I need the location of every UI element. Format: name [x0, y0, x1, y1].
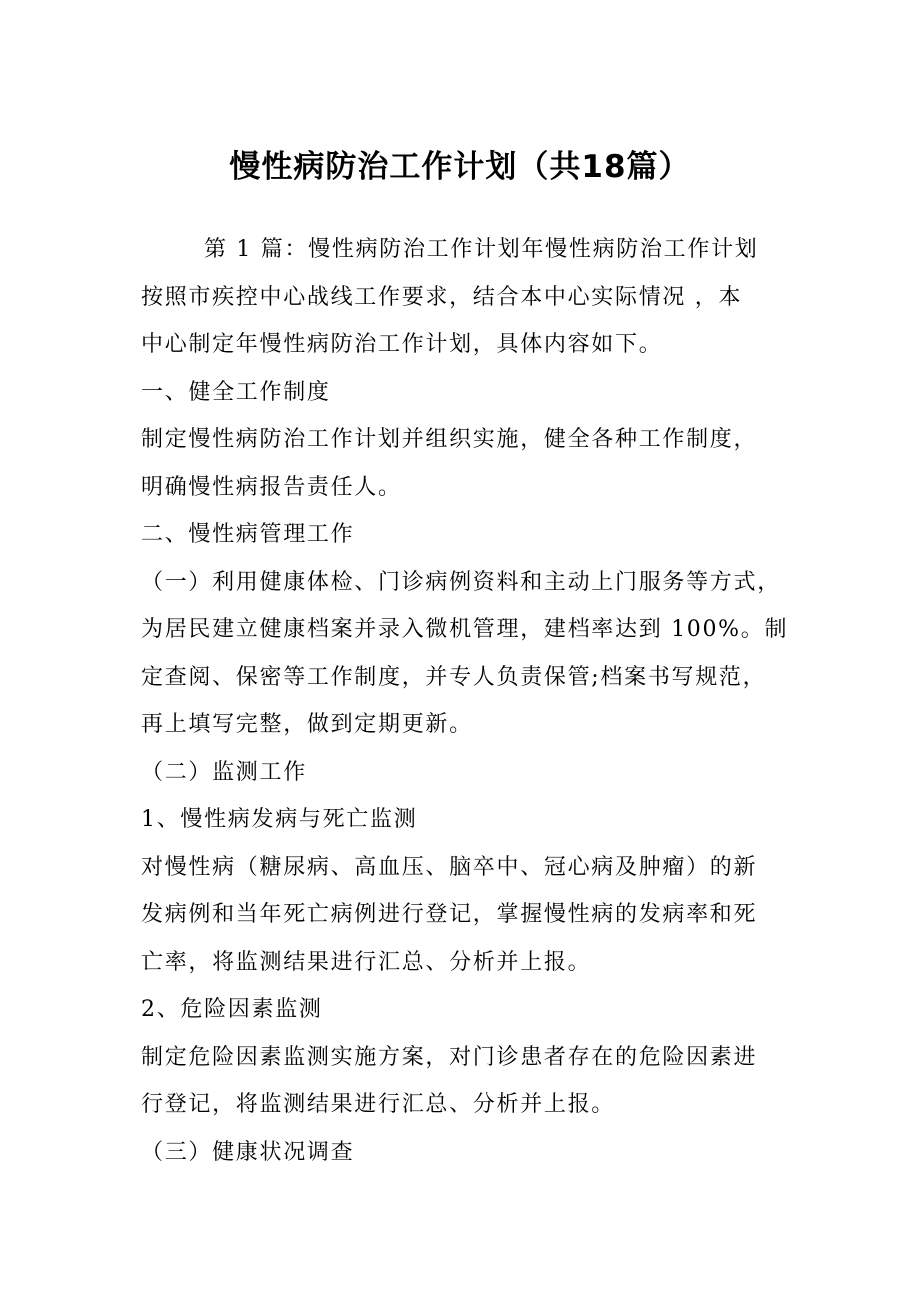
- subsection-heading: 1、慢性病发病与死亡监测: [141, 807, 418, 832]
- paragraph-line: 第 1 篇：慢性病防治工作计划年慢性病防治工作计划: [204, 237, 759, 262]
- section-heading: 二、慢性病管理工作: [141, 522, 355, 547]
- paragraph-line: 制定危险因素监测实施方案，对门诊患者存在的危险因素进: [141, 1044, 758, 1070]
- paragraph-line: 亡率，将监测结果进行汇总、分析并上报。: [141, 949, 592, 975]
- paragraph-line: 为居民建立健康档案并录入微机管理，建档率达到 100%。制: [141, 617, 789, 642]
- document-title: 慢性病防治工作计划（共18篇）: [229, 149, 691, 185]
- subsection-heading: （三）健康状况调查: [141, 1139, 355, 1165]
- paragraph-line: 发病例和当年死亡病例进行登记，掌握慢性病的发病率和死: [141, 902, 758, 927]
- paragraph-line: 再上填写完整，做到定期更新。: [141, 712, 473, 737]
- paragraph-line: 定查阅、保密等工作制度，并专人负责保管;档案书写规范，: [141, 664, 767, 690]
- paragraph-line: 对慢性病（糖尿病、高血压、脑卒中、冠心病及肿瘤）的新: [141, 854, 758, 880]
- section-heading: 一、健全工作制度: [141, 379, 331, 405]
- subsection-heading: （二）监测工作: [141, 759, 307, 785]
- paragraph-line: 中心制定年慢性病防治工作计划，具体内容如下。: [141, 332, 663, 357]
- paragraph-line: （一）利用健康体检、门诊病例资料和主动上门服务等方式，: [141, 569, 781, 595]
- document-body: [141, 226, 791, 1176]
- paragraph-line: 按照市疾控中心战线工作要求，结合本中心实际情况 ，本: [141, 284, 743, 310]
- subsection-heading: 2、危险因素监测: [141, 997, 323, 1022]
- paragraph-line: 明确慢性病报告责任人。: [141, 474, 402, 500]
- paragraph-line: 行登记，将监测结果进行汇总、分析并上报。: [141, 1092, 616, 1117]
- paragraph-line: 制定慢性病防治工作计划并组织实施，健全各种工作制度，: [141, 427, 758, 452]
